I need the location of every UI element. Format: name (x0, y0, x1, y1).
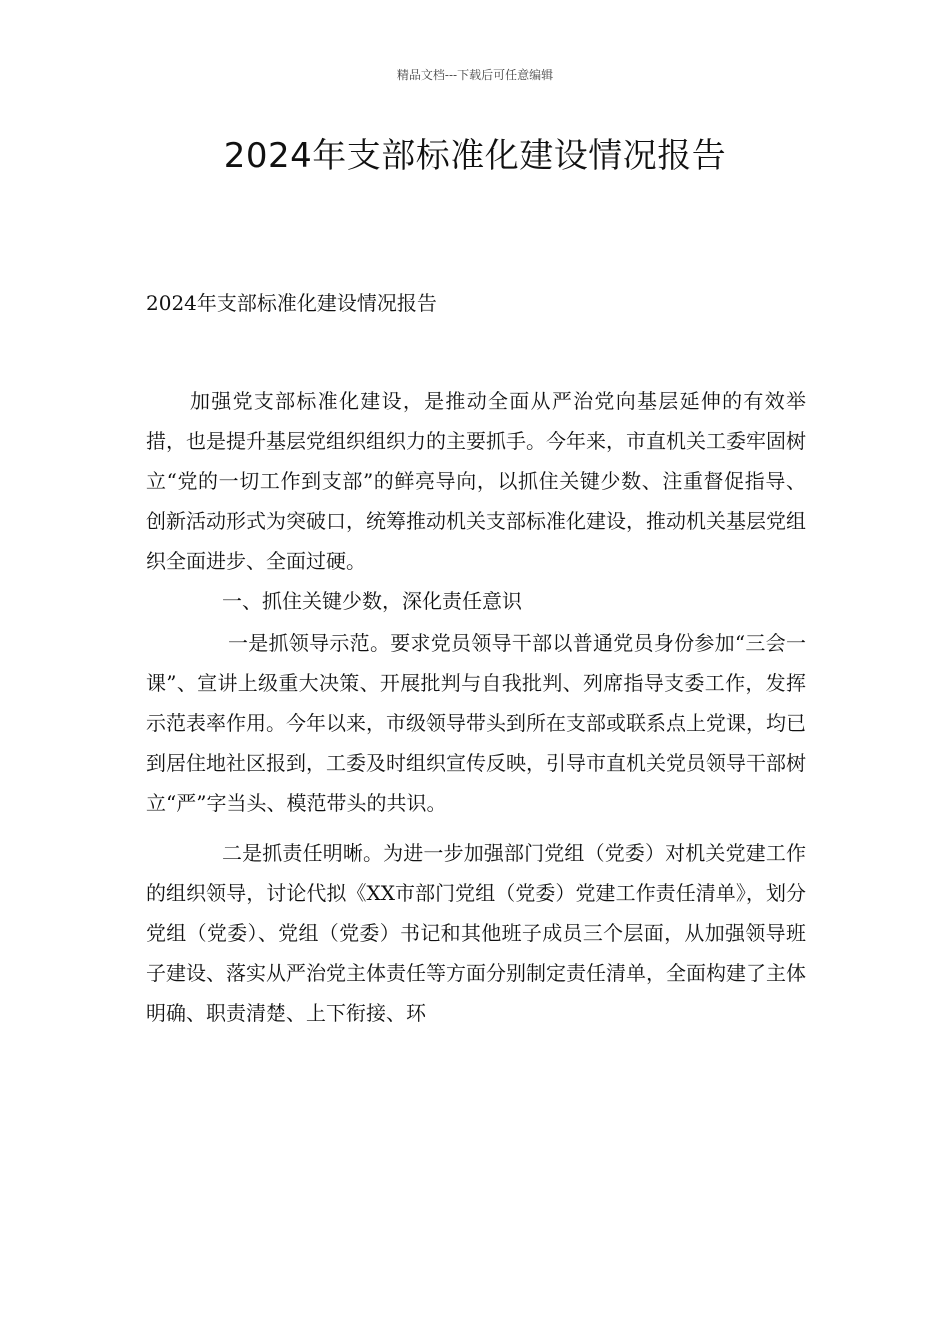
page-header: 精品文档---下载后可任意编辑 (396, 68, 554, 82)
document-title: 2024年支部标准化建设情况报告 (223, 136, 727, 176)
document-subtitle: 2024年支部标准化建设情况报告 (146, 291, 437, 315)
paragraph-responsibility: 二是抓责任明晰。为进一步加强部门党组（党委）对机关党建工作的组织领导，讨论代拟《XX市部门党组（党委）党建工作责任清单》，划分党组（党委）、党组（党委）书记和其他班子成员三个层面，从加强领导班子建设、落实从严治党主体责任等方面分别制定责任清单，全面构建了主体明确、职责清楚、上下衔接、环 (146, 841, 806, 1025)
document-body (146, 381, 806, 1033)
paragraph-intro: 加强党支部标准化建设，是推动全面从严治党向基层延伸的有效举措，也是提升基层党组织组织力的主要抓手。今年来，市直机关工委牢固树立“党的一切工作到支部”的鲜亮导向，以抓住关键少数、注重督促指导、创新活动形式为突破口，统筹推动机关支部标准化建设，推动机关基层党组织全面进步、全面过硬。 (146, 389, 806, 573)
section-heading-1: 一、抓住关键少数，深化责任意识 (222, 589, 522, 613)
paragraph-leadership-example: 一是抓领导示范。要求党员领导干部以普通党员身份参加“三会一课”、宣讲上级重大决策、开展批判与自我批判、列席指导支委工作，发挥示范表率作用。今年以来，市级领导带头到所在支部或联系点上党课，均已到居住地社区报到，工委及时组织宣传反映，引导市直机关党员领导干部树立“严”字当头、模范带头的共识。 (146, 631, 806, 815)
